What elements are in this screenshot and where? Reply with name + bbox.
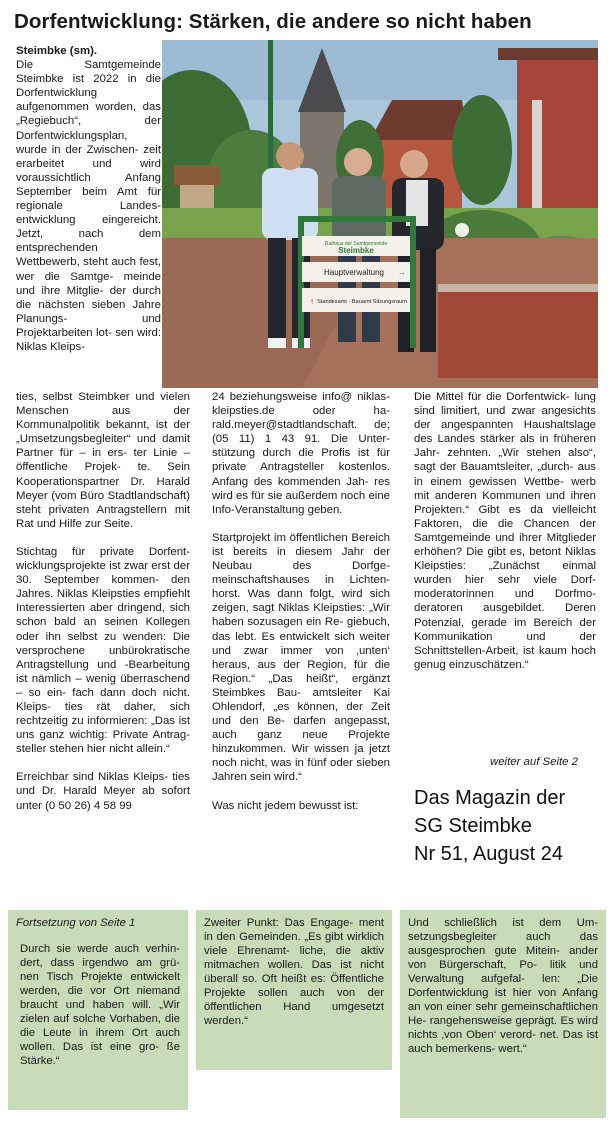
magazine-line: Das Magazin der (414, 787, 566, 809)
continuation-text: Durch sie werde auch verhin- dert, dass irgendwo am grü- nen Tisch Projekte entwickelt werden, die vor Ort niemand braucht und haben will. „Wir zielen auf solche Vorhaben, die die Leute in ihrem Ort auch wollen. Das ist eine gro- ße Stärke.“ (20, 943, 180, 1067)
article-column-1-bottom (16, 390, 190, 827)
dateline: Steimbke (sm). (16, 45, 98, 57)
article-column-1-top (16, 44, 161, 354)
article-paragraph: ties, selbst Steimbker und vielen Menschen aus der Kommunalpolitik bekannt, ist der „Umsetzungsbegleiter“ und damit Partner für – in ers- ter Linie – öffentliche Projek- te. Sein Kooperationspartner Dr. Harald Meyer (vom Büro Stadtlandschaft) steht privaten Antragstellern mit Rat und Hilfe zur Seite. (16, 391, 190, 530)
magazine-line: SG Steimbke (414, 815, 532, 837)
article-column-2 (212, 390, 390, 827)
article-paragraph: Stichtag für private Dorfent- wicklungsprojekte ist zwar erst der 30. September kommen- den Jahres. Niklas Kleipsties empfiehlt Interessierten aber dringend, sich schon bald an seinen Kollegen oder ihn selbst zu wenden: Die versprochene unbürokratische Antragstellung und -Bearbeitung ist nämlich – wenig überraschend – so ein- fach dann doch nicht. Kleips- ties rät daher, sich rechtzeitig zu informieren: „Das ist uns ganz wichtig: Private Antrag- steller stehen hier nicht allein.“ (16, 545, 190, 756)
article-paragraph: 24 beziehungsweise info@ niklas-kleipsties.de oder ha- rald.meyer@stadtlandschaft. de; (05 11) 1 43 91. Die Unter- stützung durch die Profis ist für private Antragsteller kostenlos. Anfang des kommenden Jah- res wird es für sie außerdem noch eine Info-Veranstaltung geben. (212, 391, 390, 516)
article-paragraph: Erreichbar sind Niklas Kleips- ties und Dr. Harald Meyer ab sofort unter (0 50 26) 4 58 99 (16, 771, 190, 812)
continuation-box-1 (8, 910, 188, 1110)
article-paragraph: Die Mittel für die Dorfentwick- lung sind limitiert, und zwar angesichts der angespannten Haushaltslage des Landes stärker als in früheren Jahr- zehnten. „Wir stehen also“, sagt der Bauamtsleiter, „durch- aus in einem gewissen Wettbe- werb mit anderen Kommunen und ihren Projekten.“ Gibt es da vielleicht Faktoren, die die Chancen der Samtgemeinde und ihrer Mitglieder erhöhen? Die gibt es, betont Niklas Kleipsties: „Zunächst einmal wurden hier sehr viele Dorf- moderatorinnen und Dorfmo- deratoren ausgebildet. Deren Potenzial, gerade im Bereich der Kommunikation und der Schnittstellen-Arbeit, ist kaum hoch genug einzuschätzen.“ (414, 391, 596, 671)
magazine-line: Nr 51, August 24 (414, 843, 563, 865)
continuation-text: Zweiter Punkt: Das Engage- ment in den Gemeinden. „Es gibt wirklich viele Ehrenamt- liche, die aktiv mitmachen wollen. Das ist nicht überall so. Oft heißt es: Öffentliche Projekte sollen auch von der öffentlichen Hand umgesetzt werden.“ (204, 917, 384, 1027)
continued-note: weiter auf Seite 2 (490, 756, 579, 768)
svg-text:↑: ↑ (310, 297, 314, 306)
article-paragraph: Was nicht jedem bewusst ist: (212, 799, 359, 812)
svg-text:→: → (398, 268, 406, 277)
continuation-box-2 (196, 910, 392, 1070)
magazine-caption (414, 784, 604, 868)
article-headline: Dorfentwicklung: Stärken, die andere so nicht haben (14, 10, 532, 33)
continuation-box-3 (400, 910, 606, 1118)
continuation-heading: Fortsetzung von Seite 1 (16, 917, 136, 929)
article-photo (162, 40, 598, 388)
article-paragraph: Startprojekt im öffentlichen Bereich ist bereits in diesem Jahr der Neubau des Dorfge- meinschaftshauses in Lichten- horst. Was dann folgt, wird sich zeigen, sagt Niklas Kleipsties: „Wir haben sozusagen ein Re- giebuch, das lebt. Es entwickelt sich weiter und zwar immer von ‚unten‘ heraus, aus der Region, für die Region.“ „Das heißt“, ergänzt Steimbkes Bau- amtsleiter Kai Ohlendorf, „es können, der Zeit und den Be- darfen angepasst, auch ganz neue Projekte hinzukommen. Wir wissen ja jetzt noch nicht, was in fünf oder sieben Jahren sein wird.“ (212, 531, 390, 784)
sign-middle-text: Hauptverwaltung (323, 268, 385, 277)
sign-top-text: Steimbke (338, 246, 374, 255)
continuation-text: Und schließlich ist dem Um- setzungsbegleiter auch das ausgesprochen gute Mitein- ander von Bürgerschaft, Po- litik und Verwaltung aufgefal- len: „Die Dorfentwicklung ist hier von Anfang an von einer sehr gemeinschaftlichen He- rangehensweise geprägt. Es wird nichts ‚von Oben‘ verord- net. Das ist auch bemerkens- wert.“ (408, 917, 598, 1055)
article-text-intro: Die Samtgemeinde Steimbke ist 2022 in die Dorfentwicklung aufgenommen worden, das „Regiebuch“, der Dorfentwicklungsplan, wurde in der Zwischen- zeit erarbeitet und wird voraussichtlich Anfang September beim Amt für regionale Landes- entwicklung eingereicht. Jetzt, nach dem entsprechenden Wettbewerb, steht auch fest, wer die Samtge- meinde und ihre Mitglie- der durch die nächsten sieben Jahre Planungs- und Projektarbeiten lot- sen wird: Niklas Kleips- (16, 59, 161, 353)
sign-top-small-text: Rathaus der Samtgemeinde (324, 241, 388, 247)
article-column-3 (414, 390, 596, 686)
sign-bottom-text: Standesamt · Bauamt Sitzungsraum (317, 299, 407, 305)
